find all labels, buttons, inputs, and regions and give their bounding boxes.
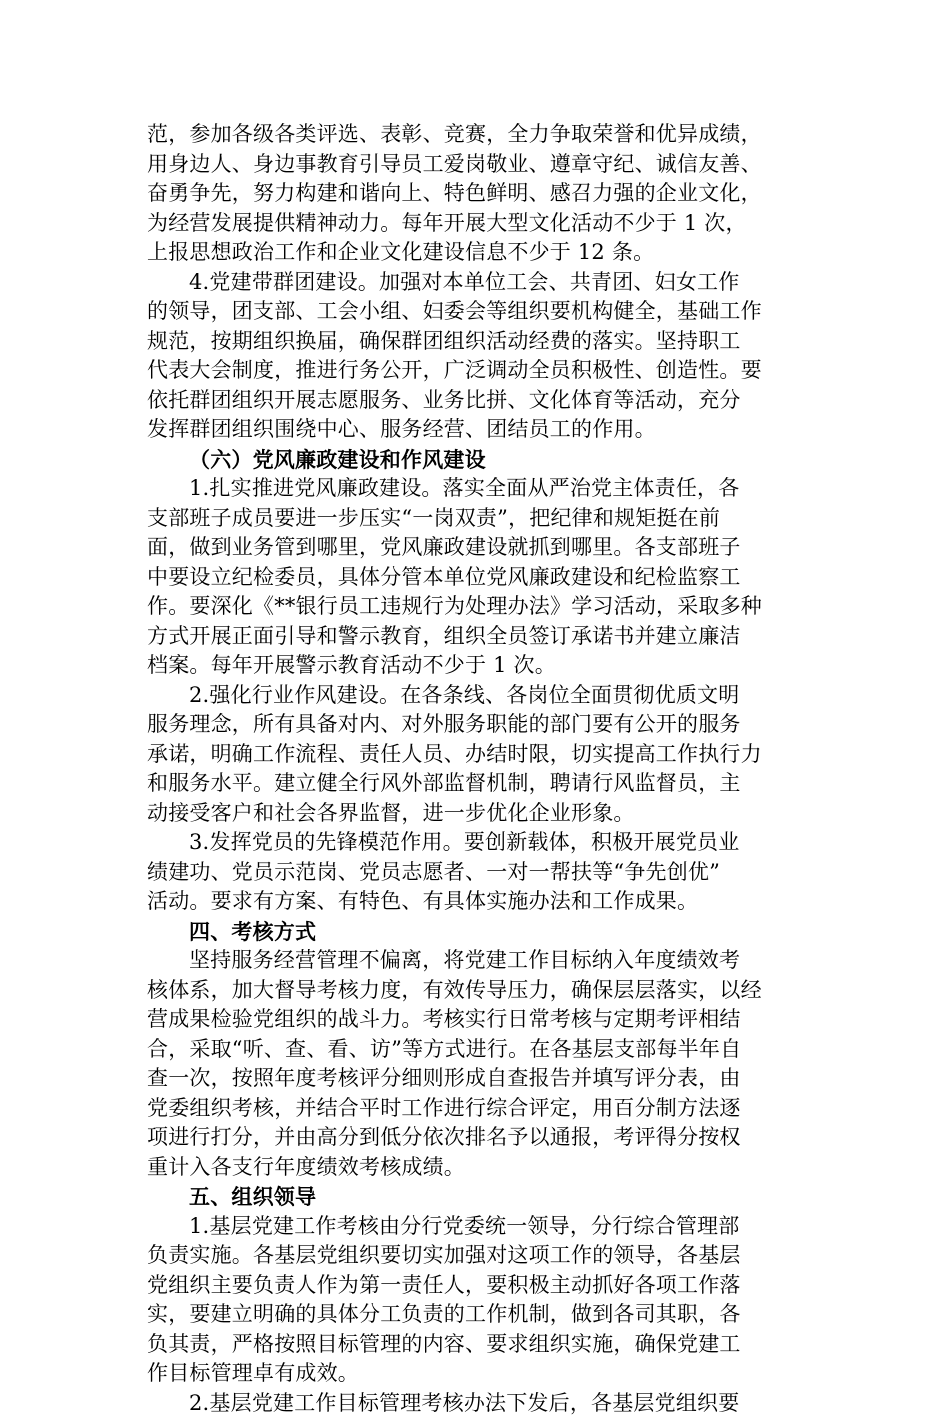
text-line: 依托群团组织开展志愿服务、业务比拼、文化体育等活动，充分: [147, 386, 810, 416]
text-line: 核体系，加大督导考核力度，有效传导压力，确保层层落实，以经: [147, 976, 810, 1006]
text-line: 方式开展正面引导和警示教育，组织全员签订承诺书并建立廉洁: [147, 622, 810, 652]
text-line: 4.党建带群团建设。加强对本单位工会、共青团、妇女工作: [147, 268, 810, 298]
text-line: 项进行打分，并由高分到低分依次排名予以通报，考评得分按权: [147, 1123, 810, 1153]
text-line: 动接受客户和社会各界监督，进一步优化企业形象。: [147, 799, 810, 829]
text-line: 上报思想政治工作和企业文化建设信息不少于 12 条。: [147, 238, 810, 268]
text-line: 奋勇争先，努力构建和谐向上、特色鲜明、感召力强的企业文化，: [147, 179, 810, 209]
text-line: 合，采取“听、查、看、访”等方式进行。在各基层支部每半年自: [147, 1035, 810, 1065]
text-line: 实，要建立明确的具体分工负责的工作机制，做到各司其职，各: [147, 1300, 810, 1330]
section-heading: 五、组织领导: [147, 1182, 810, 1212]
text-line: 代表大会制度，推进行务公开，广泛调动全员积极性、创造性。要: [147, 356, 810, 386]
text-line: 用身边人、身边事教育引导员工爱岗敬业、遵章守纪、诚信友善、: [147, 150, 810, 180]
text-line: 绩建功、党员示范岗、党员志愿者、一对一帮扶等“争先创优”: [147, 858, 810, 888]
text-line: 作。要深化《**银行员工违规行为处理办法》学习活动，采取多种: [147, 592, 810, 622]
text-line: 发挥群团组织围绕中心、服务经营、团结员工的作用。: [147, 415, 810, 445]
text-line: 1.扎实推进党风廉政建设。落实全面从严治党主体责任，各: [147, 474, 810, 504]
text-line: 活动。要求有方案、有特色、有具体实施办法和工作成果。: [147, 887, 810, 917]
text-line: 重计入各支行年度绩效考核成绩。: [147, 1153, 810, 1183]
text-line: 作目标管理卓有成效。: [147, 1359, 810, 1389]
text-line: 负其责，严格按照目标管理的内容、要求组织实施，确保党建工: [147, 1330, 810, 1360]
document-page: [147, 120, 810, 1418]
text-line: 2.基层党建工作目标管理考核办法下发后，各基层党组织要: [147, 1389, 810, 1418]
text-line: 3.发挥党员的先锋模范作用。要创新载体，积极开展党员业: [147, 828, 810, 858]
text-line: 坚持服务经营管理不偏离，将党建工作目标纳入年度绩效考: [147, 946, 810, 976]
text-line: 2.强化行业作风建设。在各条线、各岗位全面贯彻优质文明: [147, 681, 810, 711]
text-line: 1.基层党建工作考核由分行党委统一领导，分行综合管理部: [147, 1212, 810, 1242]
section-heading: 四、考核方式: [147, 917, 810, 947]
text-line: 承诺，明确工作流程、责任人员、办结时限，切实提高工作执行力: [147, 740, 810, 770]
text-line: 查一次，按照年度考核评分细则形成自查报告并填写评分表，由: [147, 1064, 810, 1094]
text-line: 负责实施。各基层党组织要切实加强对这项工作的领导，各基层: [147, 1241, 810, 1271]
text-line: 为经营发展提供精神动力。每年开展大型文化活动不少于 1 次，: [147, 209, 810, 239]
text-line: 面，做到业务管到哪里，党风廉政建设就抓到哪里。各支部班子: [147, 533, 810, 563]
text-line: 党委组织考核，并结合平时工作进行综合评定，用百分制方法逐: [147, 1094, 810, 1124]
text-line: 服务理念，所有具备对内、对外服务职能的部门要有公开的服务: [147, 710, 810, 740]
text-line: 的领导，团支部、工会小组、妇委会等组织要机构健全，基础工作: [147, 297, 810, 327]
text-line: 和服务水平。建立健全行风外部监督机制，聘请行风监督员，主: [147, 769, 810, 799]
text-line: 支部班子成员要进一步压实“一岗双责”，把纪律和规矩挺在前: [147, 504, 810, 534]
text-line: 范，参加各级各类评选、表彰、竞赛，全力争取荣誉和优异成绩，: [147, 120, 810, 150]
text-line: 中要设立纪检委员，具体分管本单位党风廉政建设和纪检监察工: [147, 563, 810, 593]
text-line: 党组织主要负责人作为第一责任人，要积极主动抓好各项工作落: [147, 1271, 810, 1301]
section-heading: （六）党风廉政建设和作风建设: [147, 445, 810, 475]
text-line: 营成果检验党组织的战斗力。考核实行日常考核与定期考评相结: [147, 1005, 810, 1035]
text-line: 档案。每年开展警示教育活动不少于 1 次。: [147, 651, 810, 681]
text-line: 规范，按期组织换届，确保群团组织活动经费的落实。坚持职工: [147, 327, 810, 357]
